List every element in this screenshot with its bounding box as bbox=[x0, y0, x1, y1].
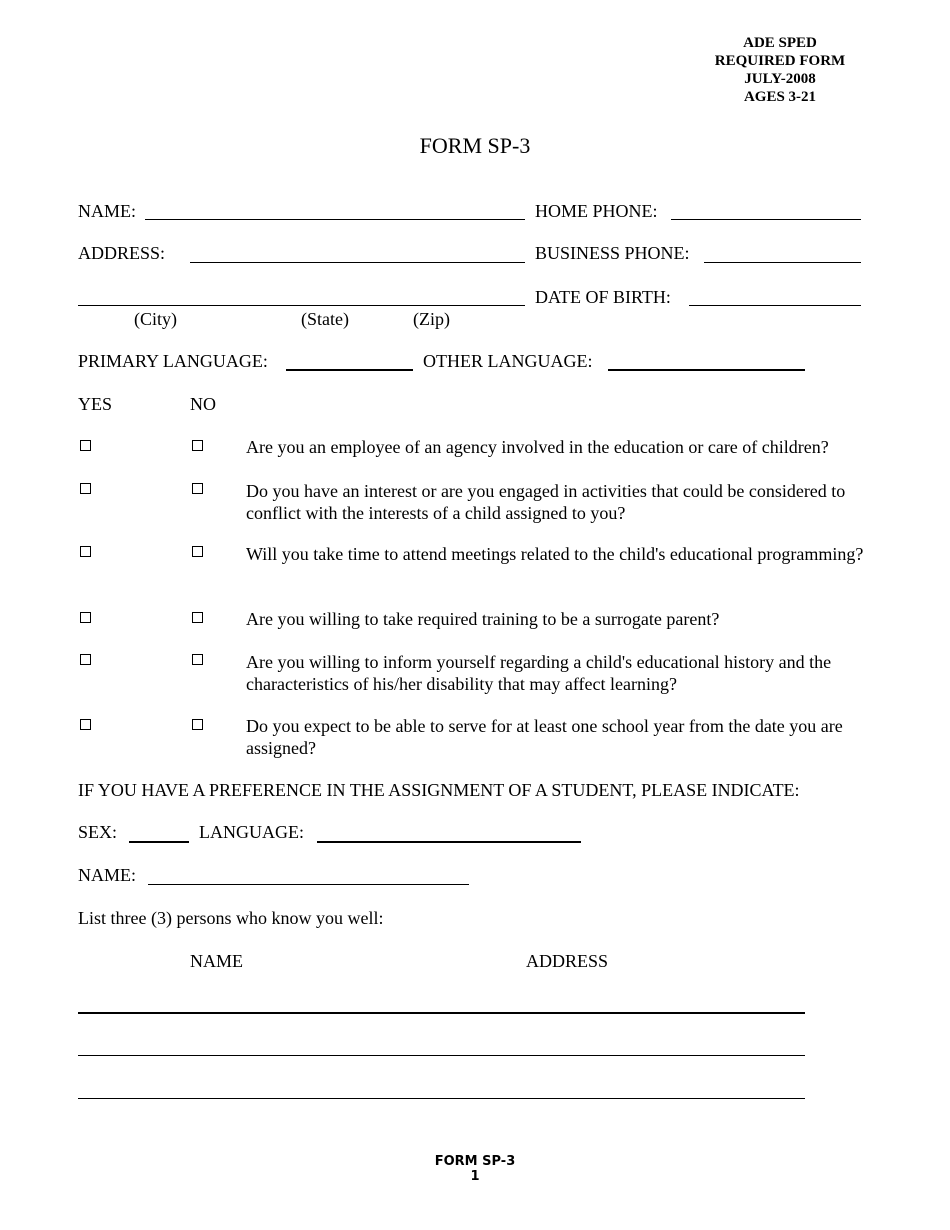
language-field[interactable] bbox=[317, 841, 581, 843]
page-footer bbox=[0, 1154, 950, 1184]
name-label: NAME: bbox=[78, 201, 136, 221]
q2-yes-checkbox[interactable] bbox=[80, 483, 91, 494]
question-6: Do you expect to be able to serve for at least one school year from the date you are assigned? bbox=[246, 716, 843, 758]
q6-yes-checkbox[interactable] bbox=[80, 719, 91, 730]
form-header bbox=[690, 34, 870, 106]
preference-name-label: NAME: bbox=[78, 865, 136, 885]
preference-name-field[interactable] bbox=[148, 884, 469, 885]
q3-yes-checkbox[interactable] bbox=[80, 546, 91, 557]
references-address-header: ADDRESS bbox=[526, 951, 609, 971]
preference-heading: IF YOU HAVE A PREFERENCE IN THE ASSIGNMENT OF A STUDENT, PLEASE INDICATE: bbox=[78, 780, 800, 800]
zip-caption: (Zip) bbox=[413, 309, 450, 329]
home-phone-field[interactable] bbox=[671, 219, 861, 220]
footer-page-number: 1 bbox=[470, 1169, 480, 1184]
q4-no-checkbox[interactable] bbox=[192, 612, 203, 623]
sex-field[interactable] bbox=[129, 841, 189, 843]
home-phone-label: HOME PHONE: bbox=[535, 201, 658, 221]
address-label: ADDRESS: bbox=[78, 243, 166, 263]
dob-label: DATE OF BIRTH: bbox=[535, 287, 671, 307]
question-1: Are you an employee of an agency involved in the education or care of children? bbox=[246, 437, 829, 457]
q1-yes-checkbox[interactable] bbox=[80, 440, 91, 451]
business-phone-label: BUSINESS PHONE: bbox=[535, 243, 690, 263]
dob-field[interactable] bbox=[689, 305, 861, 306]
business-phone-field[interactable] bbox=[704, 262, 861, 263]
primary-language-field[interactable] bbox=[286, 369, 413, 371]
q6-no-checkbox[interactable] bbox=[192, 719, 203, 730]
q1-no-checkbox[interactable] bbox=[192, 440, 203, 451]
sex-label: SEX: bbox=[78, 822, 118, 842]
header-agency: ADE SPED bbox=[743, 35, 817, 51]
other-language-label: OTHER LANGUAGE: bbox=[423, 351, 593, 371]
reference-line-2[interactable] bbox=[78, 1055, 805, 1056]
question-5: Are you willing to inform yourself regarding a child's educational history and the characteristics of his/her disability that may affect learning? bbox=[246, 652, 832, 694]
footer-form-name: FORM SP-3 bbox=[434, 1154, 516, 1169]
header-required: REQUIRED FORM bbox=[714, 53, 846, 69]
q4-yes-checkbox[interactable] bbox=[80, 612, 91, 623]
name-field[interactable] bbox=[145, 219, 525, 220]
state-caption: (State) bbox=[301, 309, 349, 329]
references-name-header: NAME bbox=[190, 951, 243, 971]
city-state-zip-field[interactable] bbox=[78, 305, 525, 306]
city-caption: (City) bbox=[134, 309, 177, 329]
q5-yes-checkbox[interactable] bbox=[80, 654, 91, 665]
primary-language-label: PRIMARY LANGUAGE: bbox=[78, 351, 268, 371]
header-ages: AGES 3-21 bbox=[743, 89, 817, 105]
header-date: JULY-2008 bbox=[744, 71, 816, 87]
page-title: FORM SP-3 bbox=[419, 133, 531, 158]
reference-line-3[interactable] bbox=[78, 1098, 805, 1099]
other-language-field[interactable] bbox=[608, 369, 805, 371]
question-4: Are you willing to take required training to be a surrogate parent? bbox=[246, 609, 720, 629]
question-3: Will you take time to attend meetings related to the child's educational programming? bbox=[246, 544, 864, 564]
q3-no-checkbox[interactable] bbox=[192, 546, 203, 557]
reference-line-1[interactable] bbox=[78, 1012, 805, 1014]
q5-no-checkbox[interactable] bbox=[192, 654, 203, 665]
no-column-header: NO bbox=[190, 394, 216, 414]
references-intro: List three (3) persons who know you well: bbox=[78, 908, 384, 928]
q2-no-checkbox[interactable] bbox=[192, 483, 203, 494]
address-field[interactable] bbox=[190, 262, 525, 263]
language-label: LANGUAGE: bbox=[199, 822, 304, 842]
yes-column-header: YES bbox=[78, 394, 113, 414]
question-2: Do you have an interest or are you engaged in activities that could be considered to conflict with the interests of a child assigned to you? bbox=[246, 481, 846, 523]
